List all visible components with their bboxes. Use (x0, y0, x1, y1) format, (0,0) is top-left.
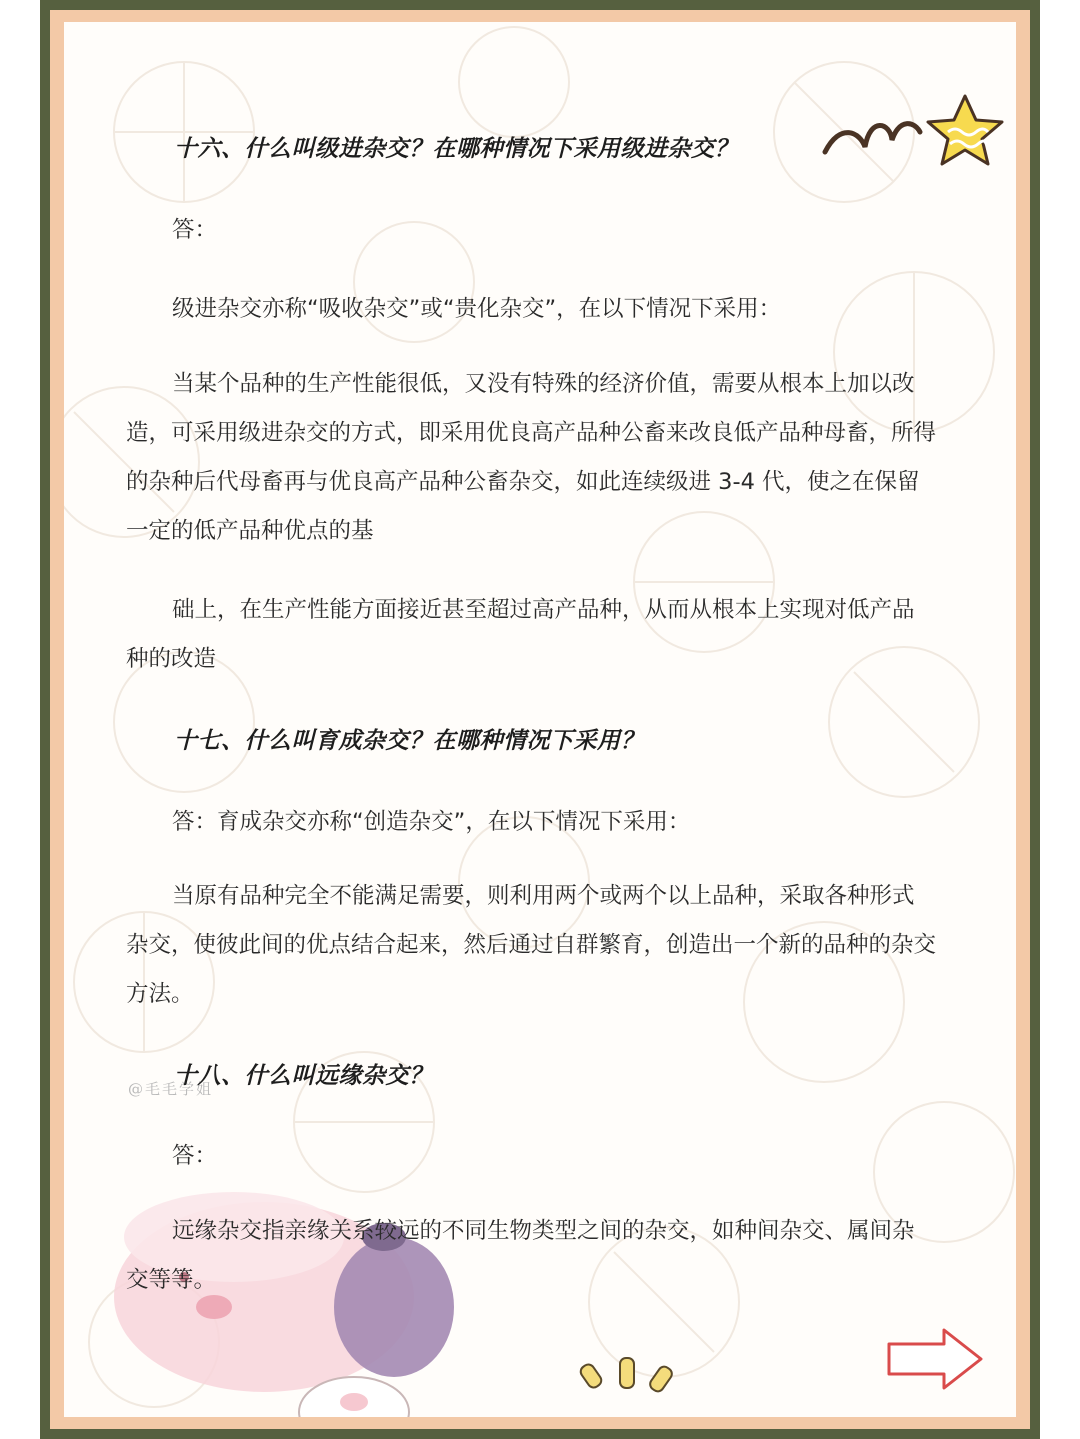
q17-answer-line: 答：育成杂交亦称“创造杂交”，在以下情况下采用： (172, 809, 691, 835)
q16-title: 十六、什么叫级进杂交？在哪种情况下采用级进杂交？ (174, 136, 738, 162)
watermark: @毛毛学姐 (128, 1080, 214, 1098)
q18-paragraph-1: 远缘杂交指亲缘关系较远的不同生物类型之间的杂交，如种间杂交、属间杂交等等。 (126, 1218, 915, 1293)
q17-paragraph-1: 当原有品种完全不能满足需要，则利用两个或两个以上品种，采取各种形式杂交，使彼此间的优点结合起来，然后通过自群繁育，创造出一个新的品种的杂交方法。 (126, 883, 937, 1007)
q16-answer-label: 答： (172, 217, 218, 243)
rays-decoration (574, 1352, 684, 1417)
next-arrow-icon[interactable] (886, 1326, 986, 1392)
cat-illustration (294, 1362, 414, 1417)
q18-title: 十八、什么叫远缘杂交？ (174, 1063, 433, 1089)
q18-answer-label: 答： (172, 1143, 218, 1169)
q16-paragraph-1: 级进杂交亦称“吸收杂交”或“贵化杂交”，在以下情况下采用： (172, 296, 782, 322)
star-squiggle-decoration (820, 92, 1010, 172)
q17-title: 十七、什么叫育成杂交？在哪种情况下采用？ (174, 728, 644, 754)
q16-paragraph-2: 当某个品种的生产性能很低，又没有特殊的经济价值，需要从根本上加以改造，可采用级进杂交的方式，即采用优良高产品种公畜来改良低产品种母畜，所得的杂种后代母畜再与优良高产品种公畜杂交，如此连续级进 3-4 代，使之在保留一定的低产品种优点的基 (126, 371, 937, 544)
q16-paragraph-3: 础上，在生产性能方面接近甚至超过高产品种，从而从根本上实现对低产品种的改造 (126, 597, 915, 672)
